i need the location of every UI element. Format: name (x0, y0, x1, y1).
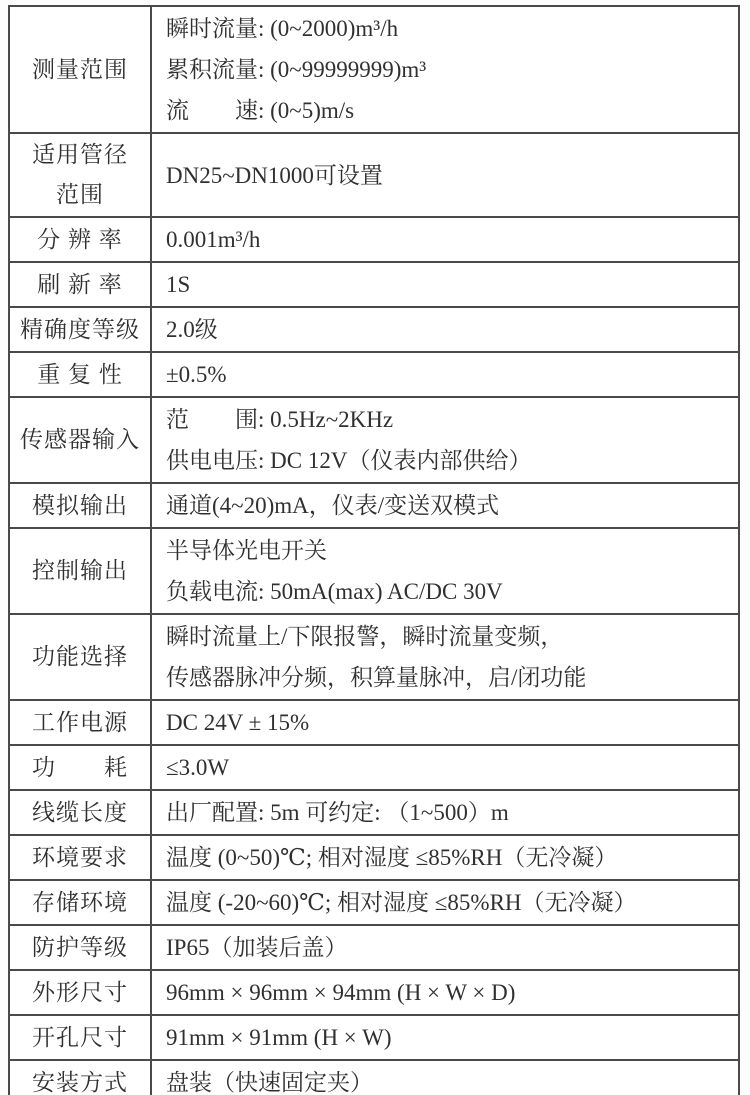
table-row (9, 1015, 739, 1060)
row-value-line: 负载电流: 50mA(max) AC/DC 30V (166, 579, 503, 604)
table-row (9, 6, 739, 133)
table-row (9, 307, 739, 352)
row-label (9, 352, 151, 397)
row-value (151, 835, 739, 880)
row-value (151, 483, 739, 528)
row-value-line: 1S (166, 272, 191, 297)
row-label (9, 483, 151, 528)
row-label-line: 测量范围 (32, 56, 128, 82)
row-label-line: 重 复 性 (37, 361, 123, 387)
row-value (151, 700, 739, 745)
row-label (9, 262, 151, 307)
row-value (151, 970, 739, 1015)
row-value-line: 范 围: 0.5Hz~2KHz (166, 407, 394, 432)
table-row (9, 133, 739, 217)
row-label-line: 工作电源 (32, 709, 128, 735)
row-label (9, 397, 151, 483)
row-value (151, 1015, 739, 1060)
row-label-line: 模拟输出 (32, 492, 128, 518)
row-label (9, 1060, 151, 1095)
row-value (151, 745, 739, 790)
row-value-line: 2.0级 (166, 317, 218, 342)
row-value-line: 96mm × 96mm × 94mm (H × W × D) (166, 980, 516, 1005)
row-value-line: 半导体光电开关 (166, 538, 327, 563)
table-row (9, 835, 739, 880)
spec-table-body (9, 6, 739, 1095)
row-value-line: 瞬时流量: (0~2000)m³/h (166, 16, 399, 41)
row-label (9, 970, 151, 1015)
row-value (151, 133, 739, 217)
row-value (151, 352, 739, 397)
row-label (9, 6, 151, 133)
row-label-line: 刷 新 率 (37, 271, 123, 297)
row-label (9, 790, 151, 835)
row-label-line: 线缆长度 (32, 799, 128, 825)
row-label (9, 614, 151, 700)
row-label-line: 精确度等级 (20, 316, 140, 342)
row-label (9, 880, 151, 925)
row-label-line: 功能选择 (32, 644, 128, 669)
row-value (151, 880, 739, 925)
row-label (9, 133, 151, 217)
table-row (9, 397, 739, 483)
row-label (9, 1015, 151, 1060)
row-value-line: ±0.5% (166, 362, 227, 387)
row-value-line: 91mm × 91mm (H × W) (166, 1025, 392, 1050)
row-value-line: 0.001m³/h (166, 227, 261, 252)
row-value (151, 528, 739, 614)
row-label-line: 范围 (56, 182, 104, 207)
row-value (151, 6, 739, 133)
table-row (9, 700, 739, 745)
row-value-line: 温度 (-20~60)℃; 相对湿度 ≤85%RH（无冷凝） (166, 890, 637, 915)
table-row (9, 614, 739, 700)
row-value-line: 盘装（快速固定夹） (166, 1070, 373, 1095)
table-row (9, 528, 739, 614)
row-value (151, 262, 739, 307)
row-label-line: 控制输出 (32, 558, 128, 583)
row-value-line: 瞬时流量上/下限报警，瞬时流量变频， (166, 624, 564, 649)
table-row (9, 970, 739, 1015)
row-label (9, 745, 151, 790)
table-row (9, 1060, 739, 1095)
table-row (9, 925, 739, 970)
row-label-line: 环境要求 (32, 844, 128, 870)
row-value-line: 累积流量: (0~99999999)m³ (166, 57, 427, 82)
row-value (151, 217, 739, 262)
table-row (9, 262, 739, 307)
row-label (9, 700, 151, 745)
row-label-line: 适用管径 (32, 142, 128, 167)
row-label (9, 217, 151, 262)
row-value-line: 温度 (0~50)℃; 相对湿度 ≤85%RH（无冷凝） (166, 845, 618, 870)
row-label (9, 925, 151, 970)
row-value-line: 供电电压: DC 12V（仪表内部供给） (166, 448, 532, 473)
table-row (9, 352, 739, 397)
table-row (9, 217, 739, 262)
table-row (9, 880, 739, 925)
row-label-line: 存储环境 (32, 889, 128, 915)
row-value (151, 925, 739, 970)
row-value-line: 传感器脉冲分频，积算量脉冲，启/闭功能 (166, 665, 587, 690)
row-label-line: 传感器输入 (20, 427, 140, 452)
spec-table (8, 5, 740, 1095)
row-label-line: 分 辨 率 (37, 226, 123, 252)
row-value (151, 397, 739, 483)
row-value-line: 出厂配置: 5m 可约定: （1~500）m (166, 800, 509, 825)
row-value-line: ≤3.0W (166, 755, 230, 780)
row-value-line: DN25~DN1000可设置 (166, 162, 383, 188)
row-label (9, 307, 151, 352)
row-value (151, 307, 739, 352)
row-value-line: DC 24V ± 15% (166, 710, 310, 735)
table-row (9, 483, 739, 528)
row-label (9, 835, 151, 880)
row-label-line: 外形尺寸 (32, 979, 128, 1005)
row-value (151, 790, 739, 835)
row-label (9, 528, 151, 614)
row-label-line: 功 耗 (32, 754, 128, 780)
table-row (9, 745, 739, 790)
row-value (151, 614, 739, 700)
row-value-line: IP65（加装后盖） (166, 935, 348, 960)
row-label-line: 安装方式 (32, 1069, 128, 1095)
row-value (151, 1060, 739, 1095)
table-row (9, 790, 739, 835)
row-value-line: 通道(4~20)mA，仪表/变送双模式 (166, 493, 500, 518)
row-label-line: 防护等级 (32, 934, 128, 960)
row-value-line: 流 速: (0~5)m/s (166, 98, 355, 123)
row-label-line: 开孔尺寸 (32, 1024, 128, 1050)
